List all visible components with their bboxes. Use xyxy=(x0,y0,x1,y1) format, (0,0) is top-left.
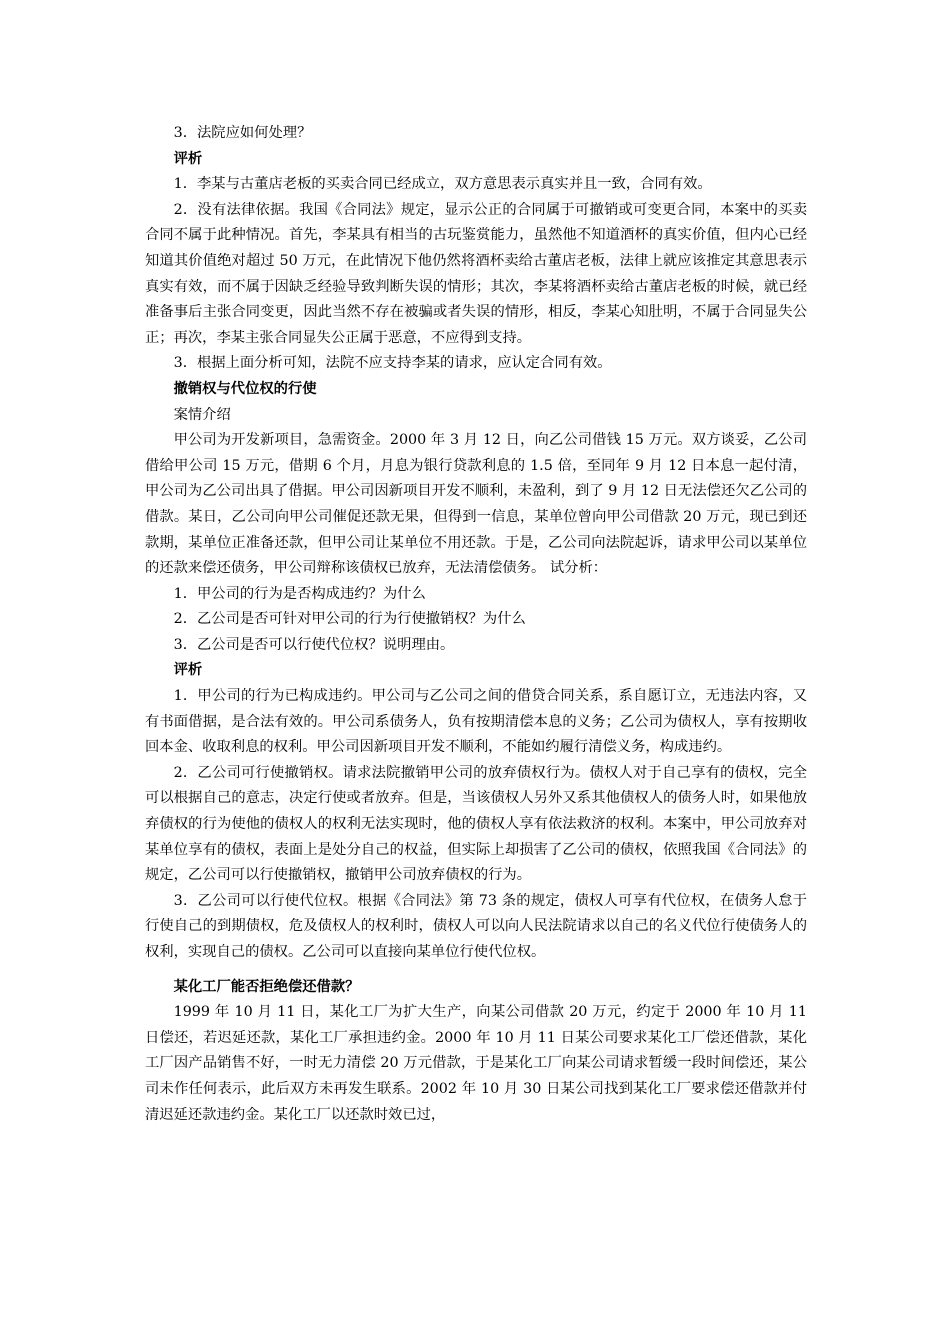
paragraph-analysis-breach: 1．甲公司的行为已构成违约。甲公司与乙公司之间的借贷合同关系，系自愿订立，无违法内容，又有书面借据，是合法有效的。甲公司系债务人，负有按期清偿本息的义务；乙公司为债权人，享有按期收回本金、收取利息的权利。甲公司因新项目开发不顺利，不能如约履行清偿义务，构成违约。 xyxy=(145,688,807,756)
paragraph-question-2: 2．乙公司是否可针对甲公司的行为行使撤销权？为什么 xyxy=(173,611,526,628)
paragraph-analysis-2: 2．没有法律依据。我国《合同法》规定，显示公正的合同属于可撤销或可变更合同，本案中的买卖合同不属于此种情况。首先，李某具有相当的古玩鉴赏能力，虽然他不知道酒杯的真实价值，但内心已经知道其价值绝对超过 50 万元，在此情况下他仍然将酒杯卖给古董店老板，法律上就应该推定其意思表示真实有效，而不属于因缺乏经验导致判断失误的情形；其次，李某将酒杯卖给古董店老板的时候，就已经准备事后主张合同变更，因此当然不存在被骗或者失误的情形，相反，李某心知肚明，不属于合同显失公正；再次，李某主张合同显失公正属于恶意，不应得到支持。 xyxy=(145,201,807,346)
paragraph-question-3b: 3．乙公司是否可以行使代位权？说明理由。 xyxy=(173,636,455,653)
paragraph-analysis-3: 3．根据上面分析可知，法院不应支持李某的请求，应认定合同有效。 xyxy=(173,355,612,372)
paragraph-question-3: 3．法院应如何处理？ xyxy=(173,125,312,141)
heading-analysis: 评析 xyxy=(173,150,203,167)
paragraph-analysis-revocation: 2．乙公司可行使撤销权。请求法院撤销甲公司的放弃债权行为。债权人对于自己享有的债权，完全可以根据自己的意志，决定行使或者放弃。但是，当该债权人另外又系其他债权人的债务人时，如果他放弃债权的行为使他的债权人的权利无法实现时，他的债权人享有依法救济的权利。本案中，甲公司放弃对某单位享有的债权，表面上是处分自己的权益，但实际上却损害了乙公司的债权，依照我国《合同法》的规定，乙公司可以行使撤销权，撤销甲公司放弃债权的行为。 xyxy=(145,764,807,884)
paragraph-case-body: 甲公司为开发新项目，急需资金。2000 年 3 月 12 日，向乙公司借钱 15 万元。双方谈妥，乙公司借给甲公司 15 万元，借期 6 个月，月息为银行贷款利息的 1.5 倍，至同年 9 月 12 日本息一起付清，甲公司为乙公司出具了借据。甲公司因新项目开发不顺利，未盈利，到了 9 月 12 日无法偿还欠乙公司的借款。某日，乙公司向甲公司催促还款无果，但得到一信息，某单位曾向甲公司借款 20 万元，现已到还款期，某单位正准备还款，但甲公司让某单位不用还款。于是，乙公司向法院起诉，请求甲公司以某单位的还款来偿还债务，甲公司辩称该债权已放弃，无法清偿债务。 试分析： xyxy=(145,432,807,577)
heading-case-revocation-subrogation: 撤销权与代位权的行使 xyxy=(173,380,317,397)
subheading-case-intro: 案情介绍 xyxy=(173,406,231,423)
paragraph-question-1: 1．甲公司的行为是否构成违约？为什么 xyxy=(173,585,426,602)
heading-analysis-2: 评析 xyxy=(173,662,203,679)
paragraph-analysis-subrogation: 3．乙公司可以行使代位权。根据《合同法》第 73 条的规定，债权人可享有代位权，在债务人怠于行使自己的到期债权，危及债权人的权利时，债权人可以向人民法院请求以自己的名义代位行使债务人的权利，实现自己的债权。乙公司可以直接向某单位行使代位权。 xyxy=(145,892,807,960)
paragraph-analysis-1: 1．李某与古董店老板的买卖合同已经成立，双方意思表示真实并且一致，合同有效。 xyxy=(173,176,712,193)
paragraph-chemical-case: 1999 年 10 月 11 日，某化工厂为扩大生产，向某公司借款 20 万元，约定于 2000 年 10 月 11 日偿还，若迟延还款，某化工厂承担违约金。2000 年 10 月 11 日某公司要求某化工厂偿还借款，某化工厂因产品销售不好，一时无力清偿 20 万元借款，于是某化工厂向某公司请求暂缓一段时间偿还，某公司未作任何表示，此后双方未再发生联系。2002 年 10 月 30 日某公司找到某化工厂要求偿还借款并付清迟延还款违约金。某化工厂以还款时效已过， xyxy=(145,1004,807,1123)
heading-chemical-factory: 某化工厂能否拒绝偿还借款？ xyxy=(173,978,360,995)
document-page xyxy=(145,121,807,1128)
